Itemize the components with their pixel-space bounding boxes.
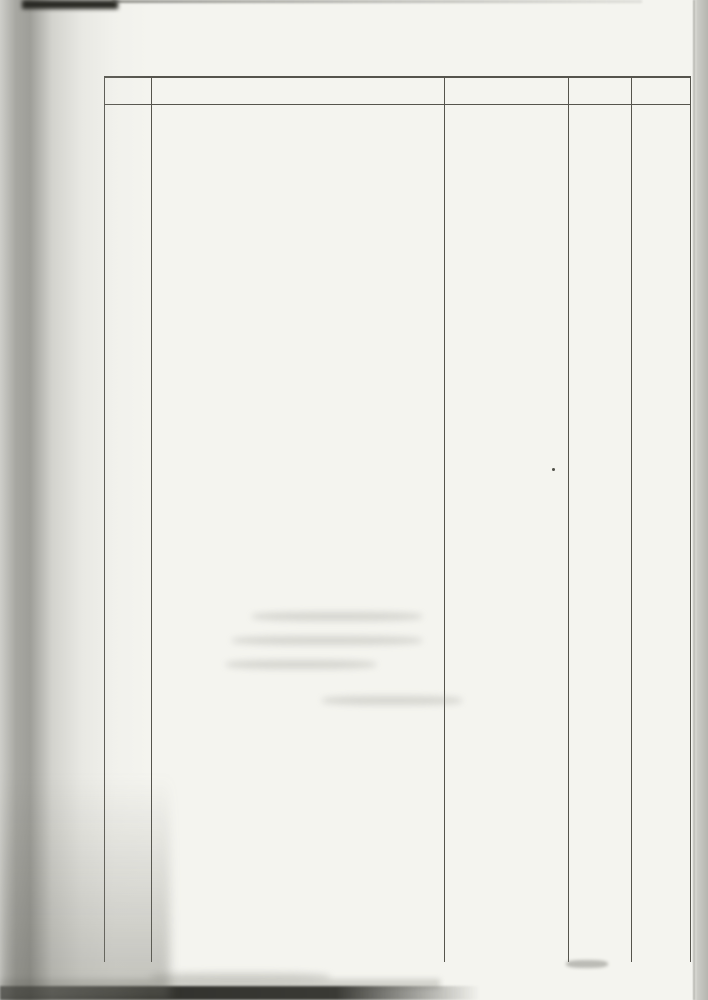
page-right-edge-line <box>693 0 695 1000</box>
table-header-cell <box>105 81 151 101</box>
scan-right-edge <box>692 0 708 1000</box>
archive-inventory-table <box>104 76 691 962</box>
table-body <box>105 106 690 962</box>
table-header-cell <box>568 81 631 101</box>
bleedthrough-smudge <box>150 972 330 982</box>
scan-edge-blob <box>22 0 118 9</box>
table-header-cell <box>151 81 444 101</box>
table-header-row <box>105 78 690 105</box>
table-header-cell <box>444 81 568 101</box>
scan-bottom-edge <box>0 986 480 1000</box>
table-header-cell <box>631 81 691 101</box>
scan-edge-line <box>112 0 642 3</box>
scan-bottom-smear <box>0 979 440 988</box>
